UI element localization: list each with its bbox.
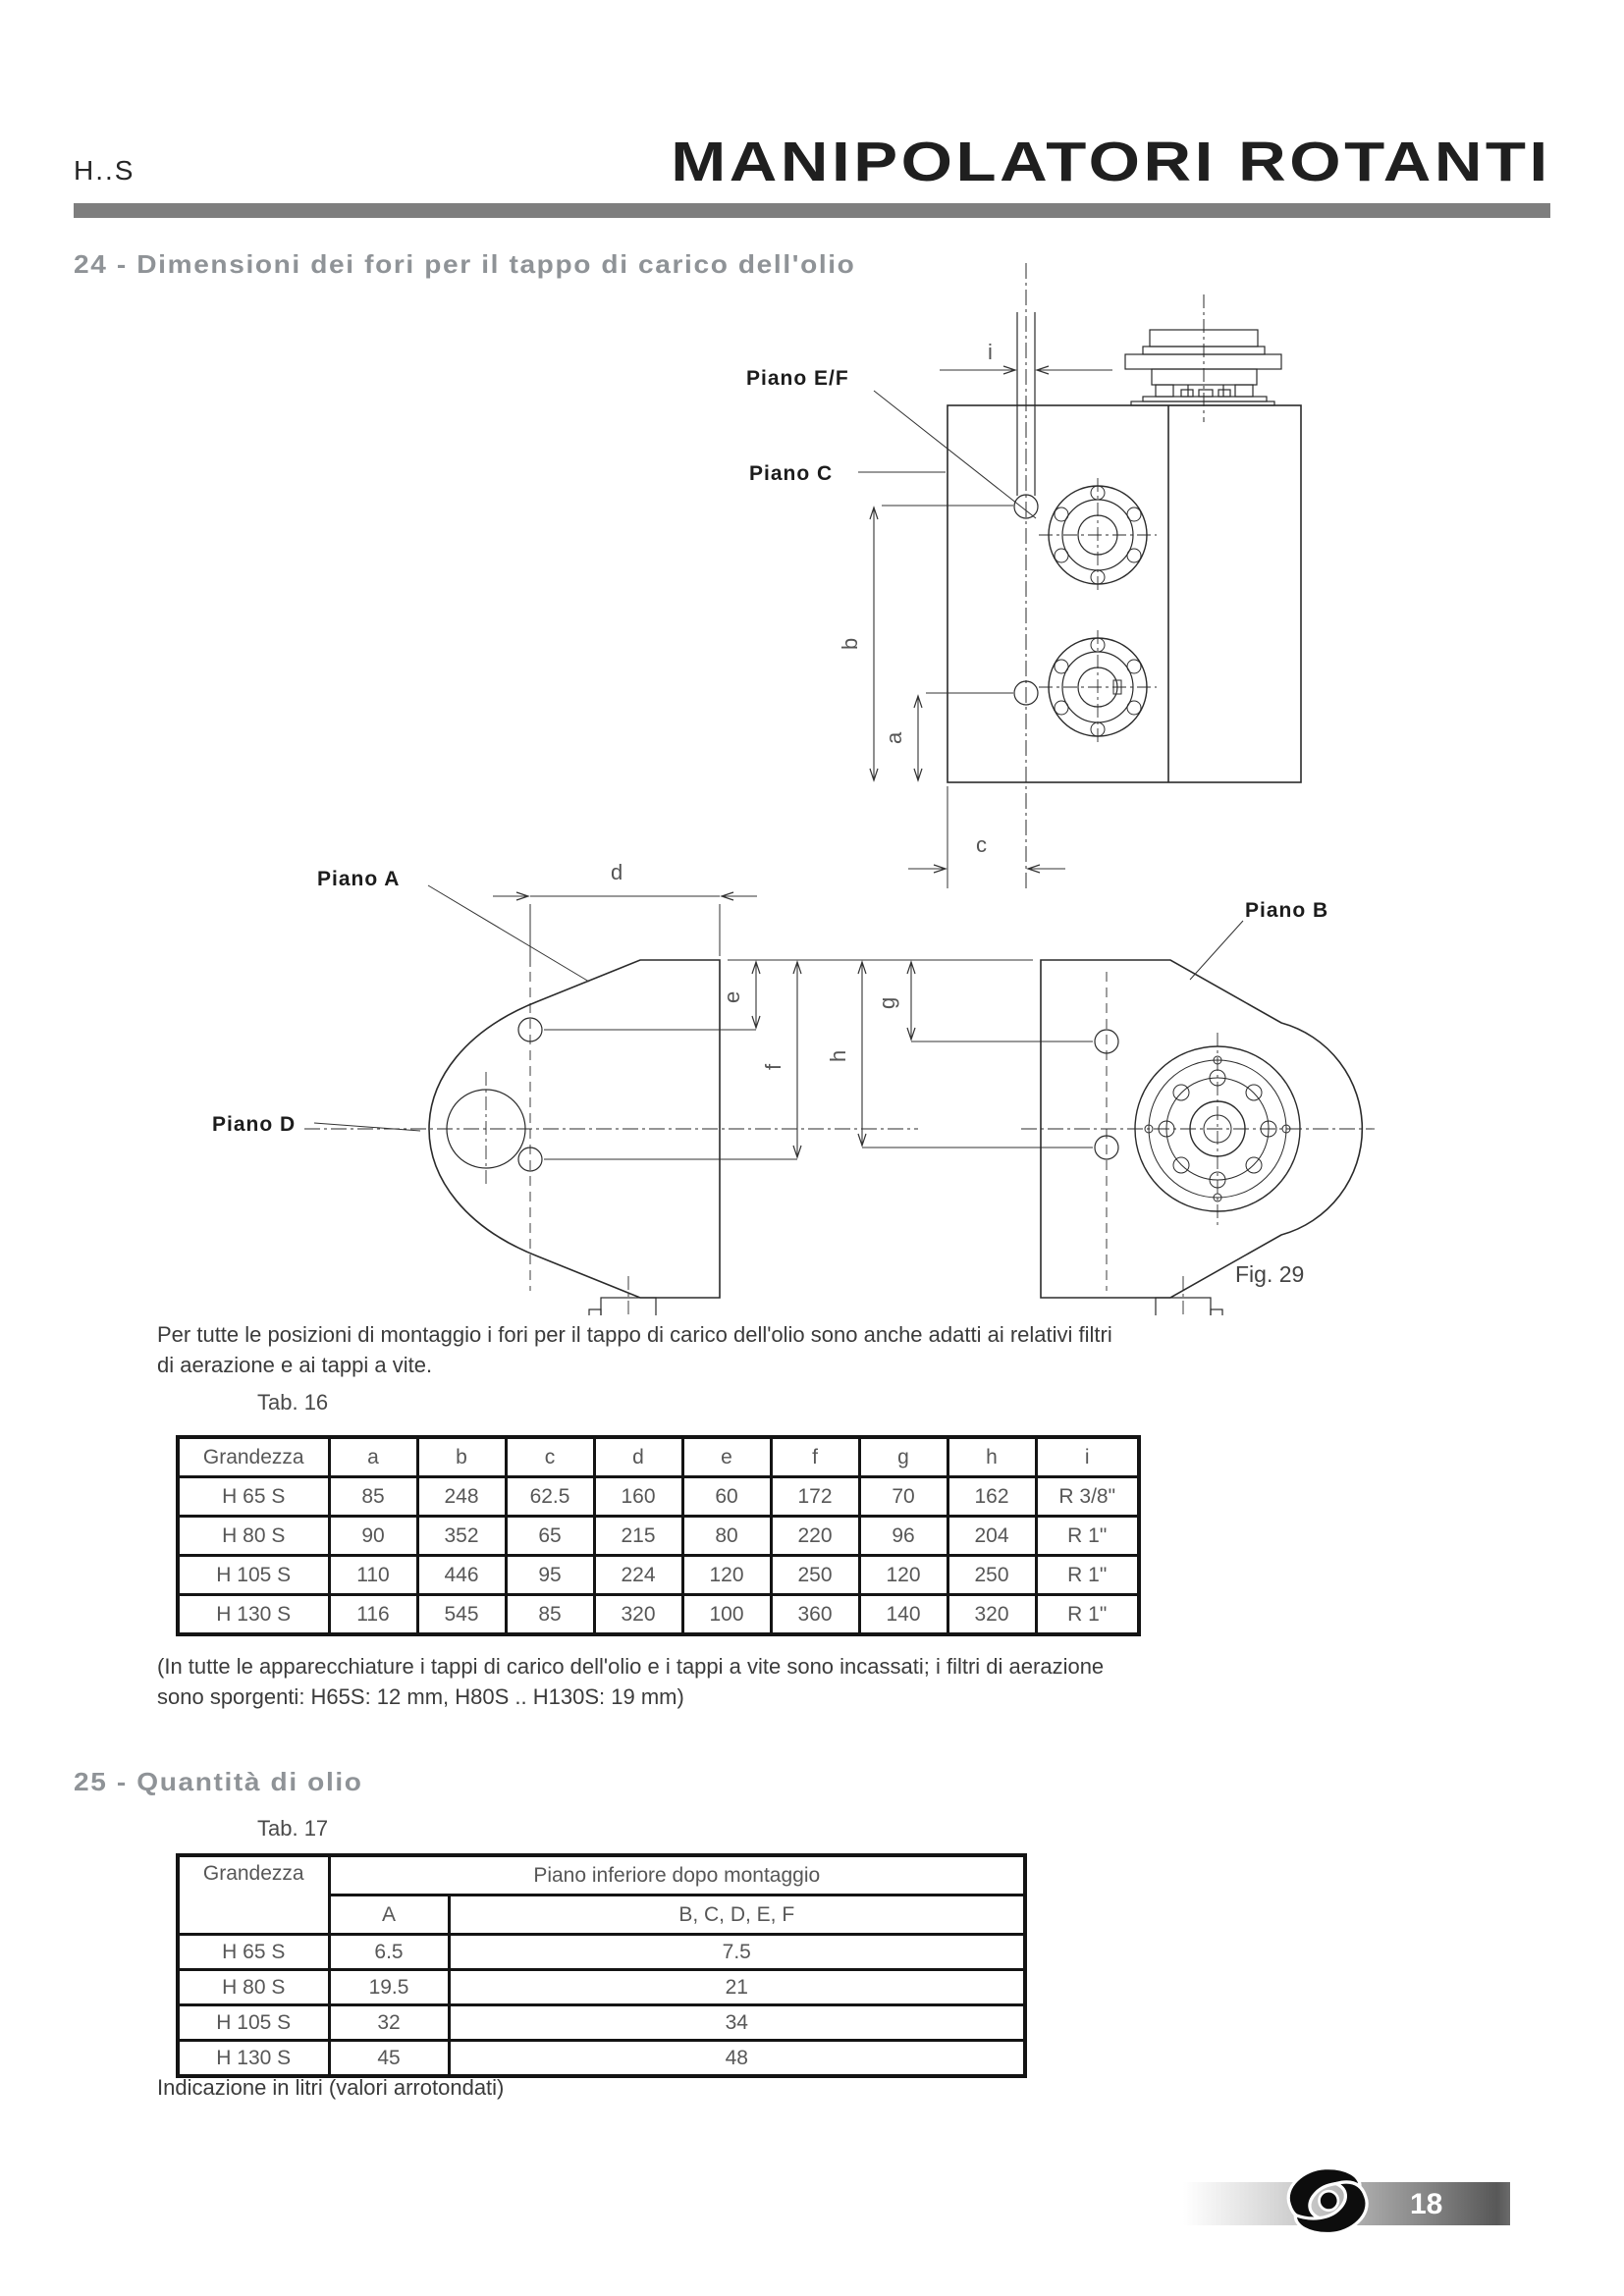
- table-row: [178, 1935, 1025, 1970]
- right-view-outline: [1041, 960, 1362, 1315]
- left-view-details: [304, 972, 918, 1315]
- table-row: [178, 1595, 1139, 1635]
- table-cell: 48: [449, 2041, 1025, 2077]
- table-cell: H 65 S: [178, 1935, 329, 1970]
- table-cell: 224: [594, 1556, 682, 1595]
- dim-f: [544, 962, 797, 1159]
- table-cell: 80: [682, 1517, 771, 1556]
- tab16-header-row: [178, 1437, 1139, 1477]
- table-cell: H 105 S: [178, 2005, 329, 2041]
- tab16-column-header: e: [682, 1437, 771, 1477]
- label-piano-c: Piano C: [749, 462, 834, 485]
- header-divider-bar: [74, 203, 1550, 218]
- table-cell: 19.5: [329, 1970, 449, 2005]
- table-cell: 90: [329, 1517, 417, 1556]
- table-cell: H 130 S: [178, 2041, 329, 2077]
- page-title: MANIPOLATORI ROTANTI: [671, 131, 1551, 193]
- tab17-table: [176, 1853, 1027, 2078]
- table-cell: H 130 S: [178, 1595, 329, 1635]
- table-cell: 60: [682, 1477, 771, 1517]
- left-view-outline: [429, 960, 720, 1315]
- tab17-subheader-bcdef: B, C, D, E, F: [449, 1896, 1025, 1935]
- table-cell: 215: [594, 1517, 682, 1556]
- table-cell: 248: [417, 1477, 506, 1517]
- tab16-column-header: f: [771, 1437, 859, 1477]
- section-25-heading: 25 - Quantità di olio: [74, 1767, 363, 1796]
- table-row: [178, 2041, 1025, 2077]
- table-cell: 204: [947, 1517, 1036, 1556]
- tab16-caption: Tab. 16: [257, 1390, 329, 1415]
- figure-caption: Fig. 29: [1235, 1261, 1305, 1287]
- label-piano-a: Piano A: [317, 868, 401, 890]
- table-cell: 160: [594, 1477, 682, 1517]
- tab17-caption: Tab. 17: [257, 1816, 329, 1841]
- label-piano-d: Piano D: [212, 1113, 297, 1136]
- tab17-header-row-1: [178, 1855, 1025, 1896]
- table-cell: H 80 S: [178, 1517, 329, 1556]
- leader-piano-a: [428, 885, 589, 982]
- table-cell: 352: [417, 1517, 506, 1556]
- table-cell: R 3/8": [1036, 1477, 1139, 1517]
- table-cell: 320: [594, 1595, 682, 1635]
- paragraph-2-line-2: sono sporgenti: H65S: 12 mm, H80S .. H130S: 19 mm): [157, 1684, 684, 1709]
- table-cell: 250: [771, 1556, 859, 1595]
- tab16-column-header: d: [594, 1437, 682, 1477]
- table-cell: 85: [329, 1477, 417, 1517]
- table-cell: 45: [329, 2041, 449, 2077]
- table-cell: 34: [449, 2005, 1025, 2041]
- dim-label-a: a: [882, 731, 906, 744]
- leader-piano-d: [314, 1123, 420, 1131]
- table-cell: H 105 S: [178, 1556, 329, 1595]
- page-number: 18: [1410, 2188, 1443, 2220]
- company-logo-icon: [1274, 2160, 1380, 2240]
- label-piano-ef: Piano E/F: [746, 367, 849, 390]
- model-code: H..S: [74, 155, 135, 186]
- tab16-column-header: i: [1036, 1437, 1139, 1477]
- port-flange-upper: [1039, 478, 1157, 592]
- dim-label-f: f: [761, 1063, 785, 1070]
- table-row: [178, 2005, 1025, 2041]
- paragraph-1-line-1: Per tutte le posizioni di montaggio i fori per il tappo di carico dell'olio sono anche adatti ai relativi filtri: [157, 1322, 1112, 1347]
- table-row: [178, 1477, 1139, 1517]
- technical-drawing-fig29: [177, 245, 1424, 1315]
- dim-label-e: e: [720, 990, 744, 1003]
- table-cell: 320: [947, 1595, 1036, 1635]
- paragraph-1-line-2: di aerazione e ai tappi a vite.: [157, 1353, 433, 1377]
- paragraph-2-line-1: (In tutte le apparecchiature i tappi di carico dell'olio e i tappi a vite sono incassati; i filtri di aerazione: [157, 1654, 1105, 1679]
- table-cell: 120: [859, 1556, 947, 1595]
- tab16-column-header: b: [417, 1437, 506, 1477]
- table-cell: 220: [771, 1517, 859, 1556]
- right-view-details: [1021, 972, 1375, 1315]
- port-flange-lower: [1039, 630, 1157, 744]
- table-cell: 162: [947, 1477, 1036, 1517]
- dim-h: [862, 962, 1093, 1148]
- leader-piano-ef: [874, 391, 1036, 518]
- table-cell: 140: [859, 1595, 947, 1635]
- tab16-table: [176, 1435, 1141, 1636]
- table-cell: 545: [417, 1595, 506, 1635]
- tab17-subheader-a: A: [329, 1896, 449, 1935]
- table-cell: 116: [329, 1595, 417, 1635]
- dim-g: [911, 962, 1093, 1041]
- dim-d: [493, 896, 757, 967]
- section-24-heading: 24 - Dimensioni dei fori per il tappo di carico dell'olio: [74, 249, 856, 279]
- table-cell: 21: [449, 1970, 1025, 2005]
- breather-filter-detail: [1125, 294, 1281, 422]
- dim-label-c: c: [976, 832, 987, 857]
- table-cell: 95: [506, 1556, 594, 1595]
- page-title-wrap: [0, 130, 1551, 194]
- top-view-outline: [947, 312, 1301, 782]
- table-cell: 110: [329, 1556, 417, 1595]
- tab16-column-header: a: [329, 1437, 417, 1477]
- liters-note: Indicazione in litri (valori arrotondati): [157, 2075, 505, 2100]
- tab16-column-header: c: [506, 1437, 594, 1477]
- leader-piano-b: [1190, 921, 1243, 980]
- tab16-column-header: g: [859, 1437, 947, 1477]
- dim-label-g: g: [875, 996, 899, 1009]
- table-cell: R 1": [1036, 1517, 1139, 1556]
- table-cell: 62.5: [506, 1477, 594, 1517]
- table-cell: 32: [329, 2005, 449, 2041]
- table-cell: 446: [417, 1556, 506, 1595]
- table-cell: 65: [506, 1517, 594, 1556]
- table-cell: 96: [859, 1517, 947, 1556]
- table-cell: 100: [682, 1595, 771, 1635]
- table-cell: H 65 S: [178, 1477, 329, 1517]
- tab16-column-header: Grandezza: [178, 1437, 329, 1477]
- table-cell: R 1": [1036, 1556, 1139, 1595]
- paragraph-1: [157, 1319, 1112, 1380]
- dim-c: [908, 786, 1065, 888]
- table-cell: 70: [859, 1477, 947, 1517]
- table-cell: 7.5: [449, 1935, 1025, 1970]
- table-cell: 250: [947, 1556, 1036, 1595]
- table-row: [178, 1517, 1139, 1556]
- dim-a: [918, 693, 1013, 780]
- table-cell: 120: [682, 1556, 771, 1595]
- table-cell: 172: [771, 1477, 859, 1517]
- table-cell: 85: [506, 1595, 594, 1635]
- table-cell: 6.5: [329, 1935, 449, 1970]
- label-piano-b: Piano B: [1245, 899, 1329, 922]
- table-cell: 360: [771, 1595, 859, 1635]
- dim-label-b: b: [838, 637, 862, 650]
- table-cell: H 80 S: [178, 1970, 329, 2005]
- dim-label-d: d: [611, 860, 623, 884]
- dim-label-h: h: [826, 1049, 850, 1062]
- tab17-col1-header: Grandezza: [178, 1855, 329, 1935]
- paragraph-2: [157, 1651, 1104, 1712]
- table-row: [178, 1556, 1139, 1595]
- table-cell: R 1": [1036, 1595, 1139, 1635]
- table-row: [178, 1970, 1025, 2005]
- tab17-group-header: Piano inferiore dopo montaggio: [329, 1855, 1025, 1896]
- tab16-column-header: h: [947, 1437, 1036, 1477]
- dim-label-i: i: [988, 340, 993, 364]
